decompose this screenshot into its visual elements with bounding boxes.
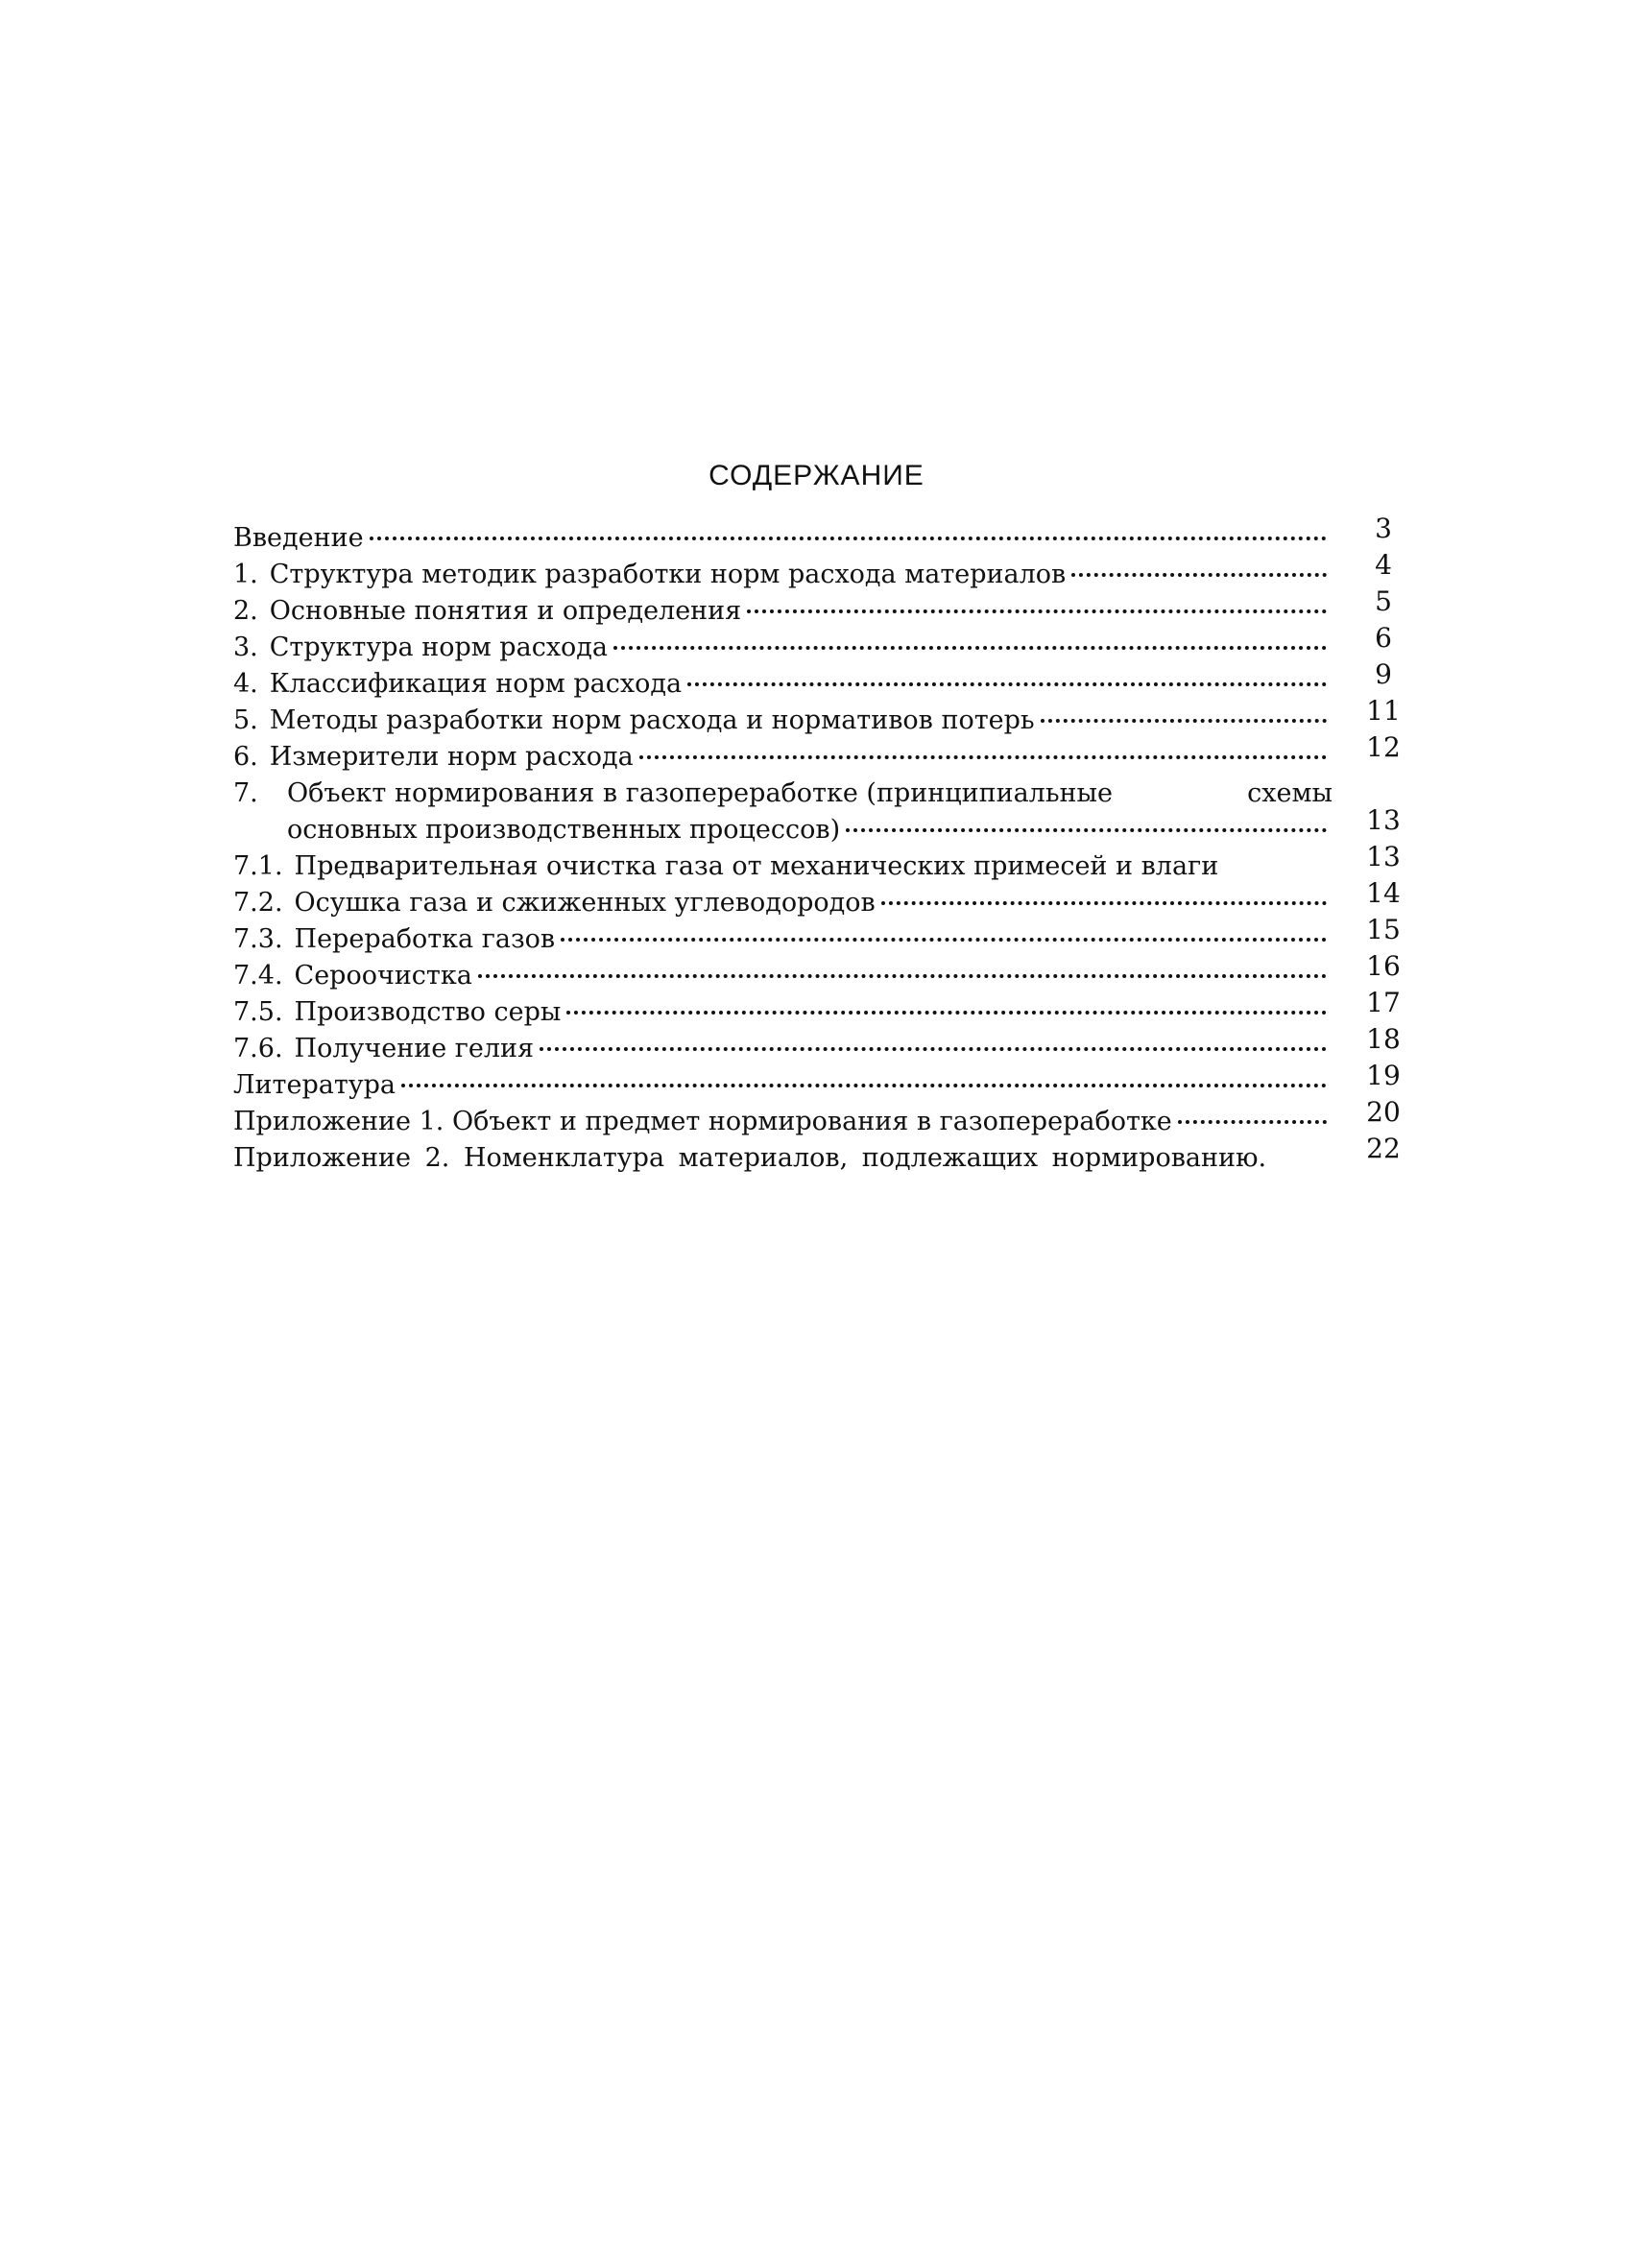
toc-page-number: 18 — [1366, 1023, 1401, 1055]
toc-entry-text: Классификация норм расхода — [269, 669, 683, 699]
toc-entry-text: Структура методик разработки норм расхода материалов — [269, 560, 1067, 589]
dot-leader — [747, 609, 1327, 613]
dot-leader — [1071, 573, 1327, 577]
toc-entry-1 — [233, 549, 1414, 593]
dot-leader — [1041, 719, 1327, 723]
toc-entry-text: Литература — [233, 1070, 396, 1100]
dot-leader — [401, 1084, 1327, 1087]
toc-entry-number: 5. — [233, 705, 258, 735]
toc-page-number: 11 — [1366, 695, 1401, 727]
toc-entry-text: Переработка газов — [294, 924, 556, 954]
toc-entry-7-1 — [233, 841, 1414, 885]
table-of-contents — [233, 513, 1414, 1177]
toc-entry-7-6 — [233, 1023, 1414, 1067]
toc-entry-text: Измерители норм расхода — [269, 742, 634, 772]
dot-leader — [639, 755, 1327, 759]
toc-page-number: 9 — [1375, 658, 1392, 690]
toc-entry-number: 7.1. — [233, 851, 283, 881]
toc-entry-7-5 — [233, 987, 1414, 1031]
dot-leader — [687, 682, 1327, 686]
toc-page-number: 14 — [1366, 877, 1401, 909]
toc-entry-text: Приложение 2. Номенклатура материалов, подлежащих нормированию. — [233, 1143, 1267, 1173]
toc-entry-4 — [233, 658, 1414, 703]
toc-entry-text: Предварительная очистка газа от механических примесей и влаги — [294, 851, 1219, 881]
toc-entry-text: Методы разработки норм расхода и нормативов потерь — [269, 705, 1035, 735]
dot-leader — [566, 1011, 1327, 1015]
toc-entry-intro — [233, 513, 1414, 557]
toc-page-number: 20 — [1366, 1096, 1401, 1128]
toc-entry-7-4 — [233, 950, 1414, 994]
dot-leader — [1178, 1120, 1327, 1124]
toc-entry-6 — [233, 731, 1414, 776]
toc-entry-text: Производство серы — [294, 997, 562, 1027]
toc-entry-7 — [233, 776, 1414, 848]
toc-entry-number: 7.2. — [233, 888, 283, 918]
toc-page-number: 15 — [1366, 914, 1401, 945]
dot-leader — [613, 646, 1327, 650]
toc-entry-appendix-2 — [233, 1133, 1414, 1177]
toc-page-number: 13 — [1366, 841, 1401, 872]
toc-entry-5 — [233, 695, 1414, 739]
toc-entry-number: 7.5. — [233, 997, 283, 1027]
toc-entry-7-2 — [233, 877, 1414, 921]
toc-page-number: 6 — [1375, 622, 1392, 654]
toc-entry-text-line2: основных производственных процессов) — [287, 815, 841, 845]
toc-entry-number: 7.6. — [233, 1034, 283, 1063]
toc-entry-text: Приложение 1. Объект и предмет нормирования в газопереработке — [233, 1107, 1172, 1136]
toc-page-number: 16 — [1366, 950, 1401, 982]
toc-entry-text: Сероочистка — [294, 961, 472, 991]
toc-entry-7-3 — [233, 914, 1414, 958]
toc-entry-literature — [233, 1060, 1414, 1104]
toc-entry-number: 3. — [233, 633, 258, 662]
toc-page-number: 22 — [1366, 1133, 1401, 1164]
toc-entry-number: 1. — [233, 560, 258, 589]
toc-entry-text: Введение — [233, 523, 364, 553]
dot-leader — [370, 537, 1327, 540]
toc-entry-number: 7.4. — [233, 961, 283, 991]
page-title: СОДЕРЖАНИЕ — [708, 460, 925, 491]
toc-entry-text: Осушка газа и сжиженных углеводородов — [294, 888, 876, 918]
toc-entry-appendix-1 — [233, 1096, 1414, 1140]
toc-entry-text: Основные понятия и определения — [269, 596, 742, 626]
toc-entry-number: 6. — [233, 742, 258, 772]
toc-page-number: 17 — [1366, 987, 1401, 1018]
toc-entry-text: Объект нормирования в газопереработке (принципиальные — [287, 778, 1113, 808]
toc-page-number: 13 — [1366, 804, 1401, 836]
dot-leader — [540, 1047, 1327, 1051]
toc-entry-text: Структура норм расхода — [269, 633, 609, 662]
toc-entry-2 — [233, 585, 1414, 630]
toc-entry-text: схемы — [1247, 778, 1333, 808]
toc-page-number: 4 — [1375, 549, 1392, 581]
toc-entry-number: 2. — [233, 596, 258, 626]
toc-page-number: 3 — [1375, 513, 1392, 544]
toc-entry-text-line1 — [287, 776, 1333, 812]
dot-leader — [846, 828, 1327, 832]
dot-leader — [881, 901, 1327, 905]
toc-entry-number: 7. — [233, 778, 258, 808]
dot-leader — [478, 974, 1327, 978]
toc-entry-3 — [233, 622, 1414, 666]
dot-leader — [561, 938, 1327, 942]
toc-page-number: 5 — [1375, 585, 1392, 617]
toc-page-number: 19 — [1366, 1060, 1401, 1091]
toc-page-number: 12 — [1366, 731, 1401, 763]
toc-entry-text: Получение гелия — [294, 1034, 535, 1063]
toc-entry-number: 7.3. — [233, 924, 283, 954]
toc-entry-number: 4. — [233, 669, 258, 699]
